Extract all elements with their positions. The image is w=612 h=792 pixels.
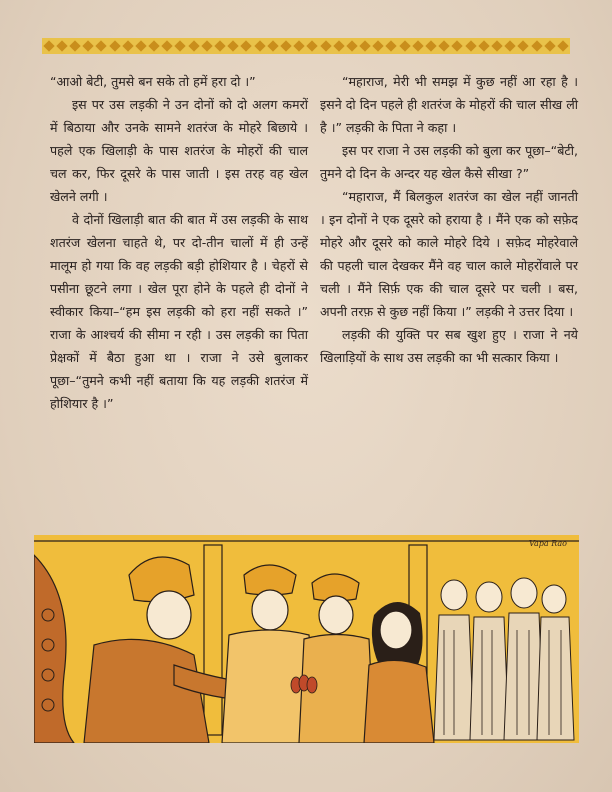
paragraph: लड़की की युक्ति पर सब खुश हुए । राजा ने नये खिलाड़ियों के साथ उस लड़की का भी सत्कार किया ।: [320, 327, 578, 365]
paragraph: “आओ बेटी, तुमसे बन सके तो हमें हरा दो ।”: [50, 74, 256, 89]
left-column: [50, 70, 308, 415]
paragraph: “महाराज, मेरी भी समझ में कुछ नहीं आ रहा है । इसने दो दिन पहले ही शतरंज के मोहरों की चाल सीख ली है ।” लड़की के पिता ने कहा ।: [320, 74, 578, 135]
decorative-border: [42, 38, 570, 54]
paragraph: इस पर राजा ने उस लड़की को बुला कर पूछा–“बेटी, तुमने दो दिन के अन्दर यह खेल कैसे सीखा ?”: [320, 143, 578, 181]
artist-signature: Vapa Rao: [528, 539, 567, 548]
right-column: [320, 70, 578, 369]
court-scene-drawing: [34, 535, 579, 743]
story-illustration: [34, 535, 579, 743]
paragraph: “महाराज, मैं बिलकुल शतरंज का खेल नहीं जानती । इन दोनों ने एक दूसरे को हराया है । मैंने एक को सफ़ेद मोहरे और दूसरे को काले मोहरे दिये । सफ़ेद मोहरेवाले की पहली चाल देखकर मैंने वह चाल काले मोहरोंवाले पर चली । मैंने सिर्फ़ एक की चाल दूसरे पर चली । बस, अपनी तरफ़ से कुछ नहीं किया ।” लड़की ने उत्तर दिया ।: [320, 189, 578, 319]
paragraph: वे दोनों खिलाड़ी बात की बात में उस लड़की के साथ शतरंज खेलना चाहते थे, पर दो-तीन चालों में ही उन्हें मालूम हो गया कि वह लड़की बड़ी होशियार है । चेहरों से पसीना छूटने लगा । खेल पूरा होने के पहले ही दोनों ने स्वीकार किया–“हम इस लड़की को हरा नहीं सकते ।” राजा के आश्चर्य की सीमा न रही । उस लड़की का पिता प्रेक्षकों में बैठा हुआ था । राजा ने उसे बुलाकर पूछा–“तुमने कभी नहीं बताया कि यह लड़की शतरंज में होशियार है ।”: [50, 212, 308, 411]
paragraph: इस पर उस लड़की ने उन दोनों को दो अलग कमरों में बिठाया और उनके सामने शतरंज के मोहरे बिछाये । पहले एक खिलाड़ी के पास शतरंज के मोहरों की चाल चल कर, फिर दूसरे के पास जाती । इस तरह वह खेल खेलने लगी ।: [50, 97, 308, 204]
